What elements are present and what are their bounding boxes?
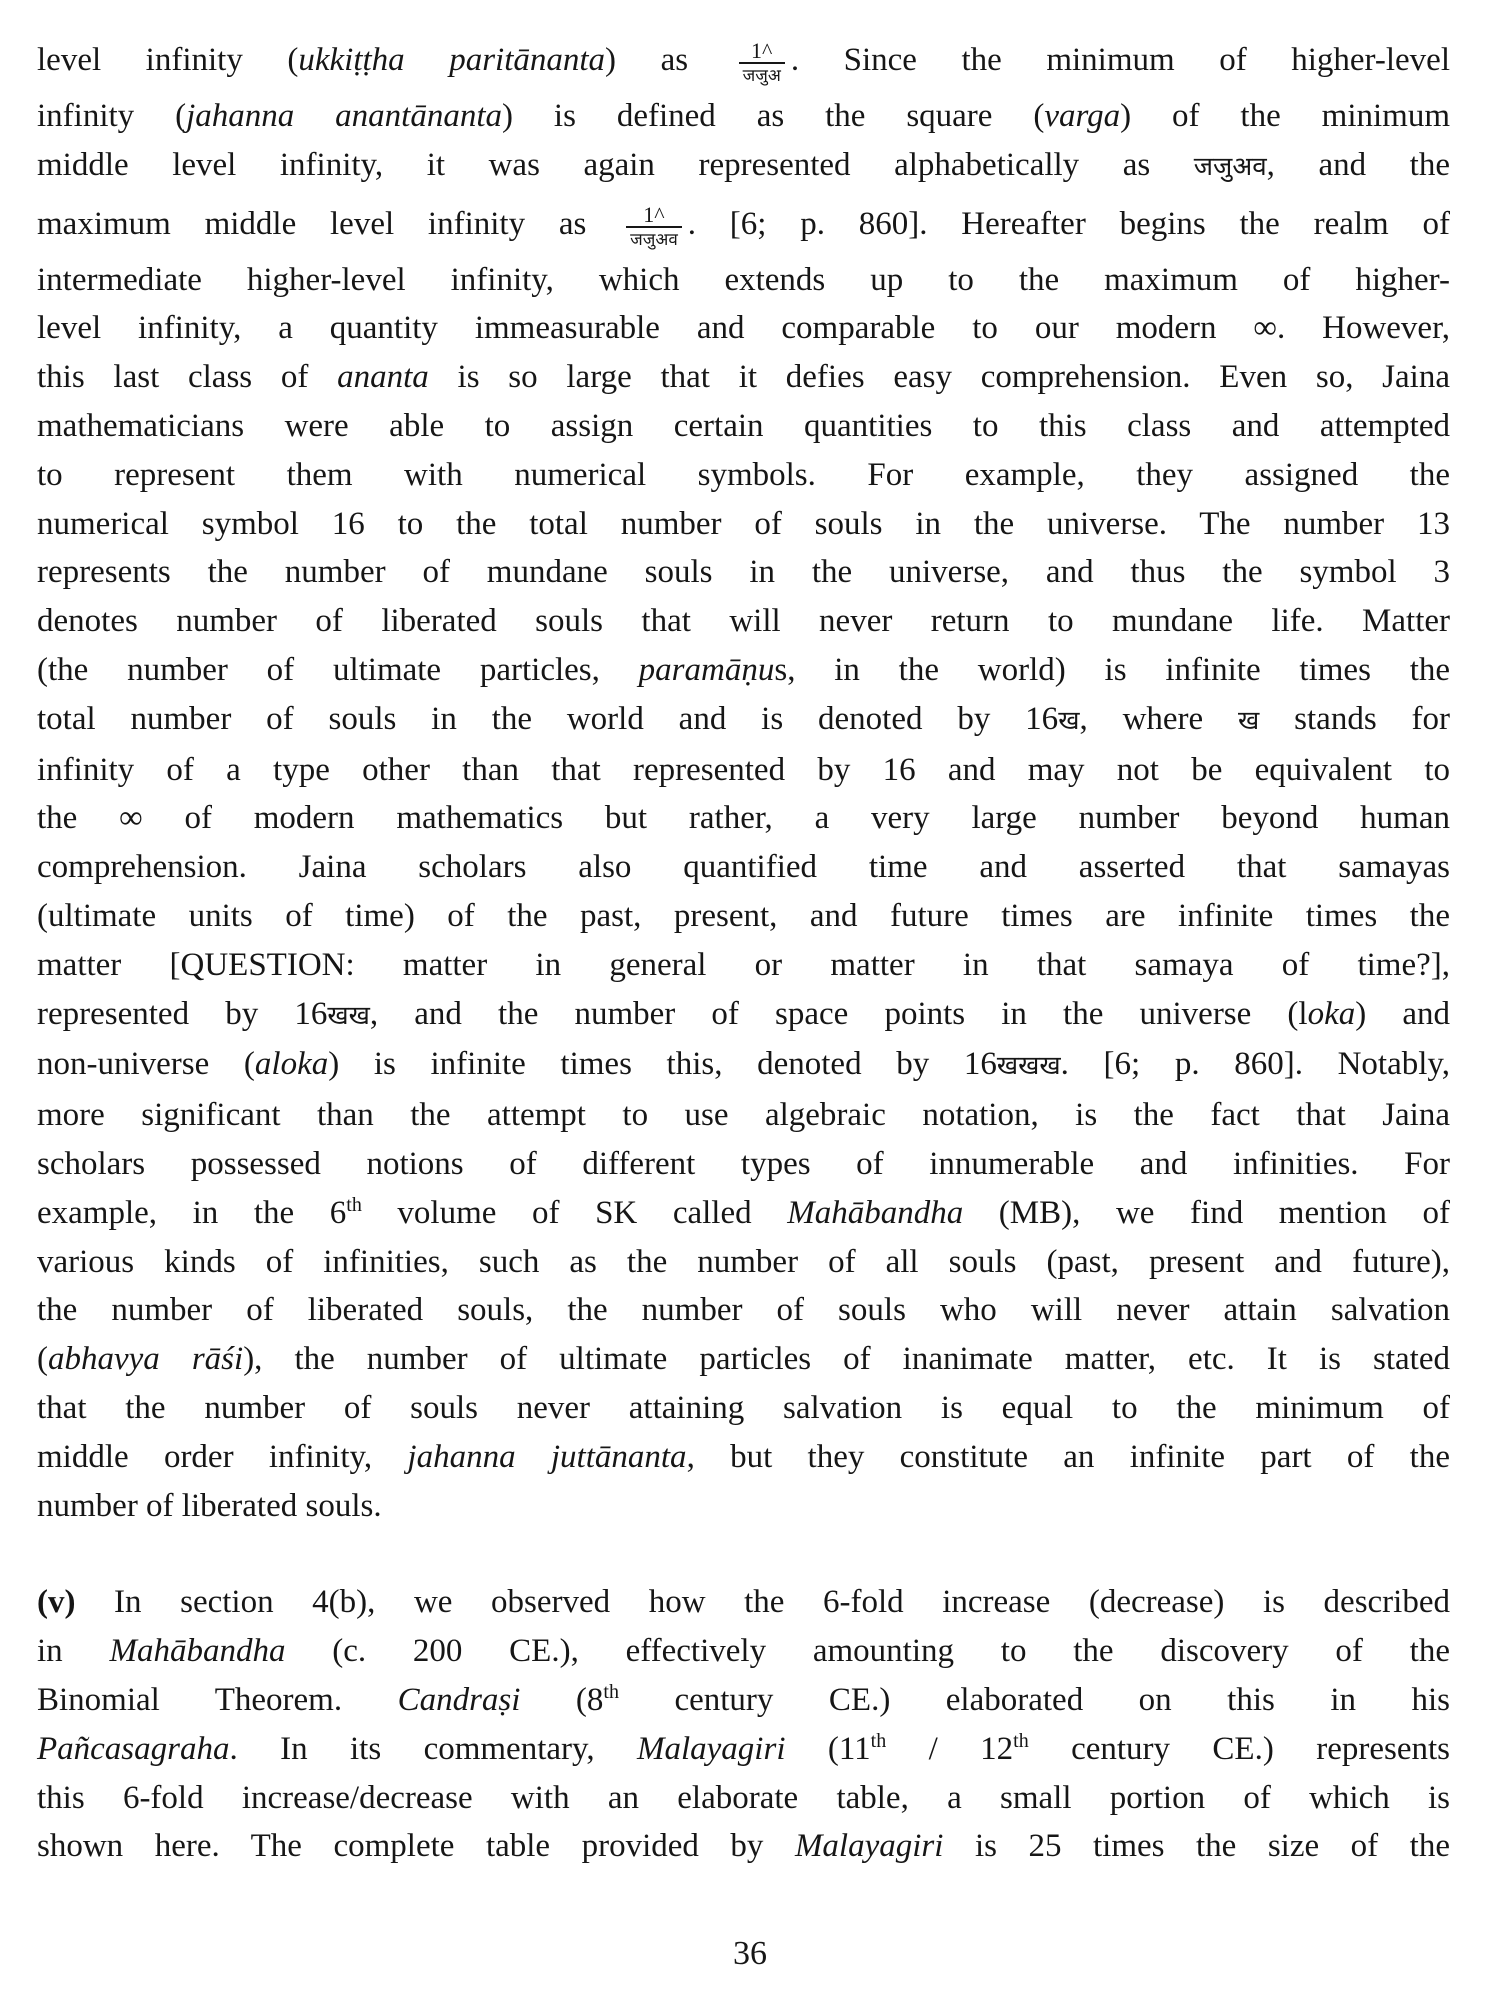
text-run: the number of liberated souls, the number of souls who will never attain salvation — [37, 1292, 1450, 1329]
italic-term: Malayagiri — [794, 1828, 944, 1865]
text-run: middle order infinity, — [37, 1438, 408, 1475]
text-line — [37, 1725, 1450, 1774]
fraction-denominator: जजुअव — [626, 226, 682, 249]
text-line — [37, 1238, 1450, 1287]
text-line — [37, 256, 1450, 305]
italic-term: Pañcasagraha — [37, 1730, 230, 1767]
paragraph-gap — [37, 1530, 1450, 1578]
text-line — [37, 1091, 1450, 1140]
text-line — [37, 597, 1450, 646]
text-line — [37, 843, 1450, 892]
text-run: maximum middle level infinity as — [37, 205, 621, 242]
italic-term: jahanna juttānanta — [407, 1438, 687, 1475]
text-run: ) of the minimum — [1120, 98, 1451, 134]
text-run: ) is infinite times this, denoted by 16 — [328, 1046, 997, 1083]
text-run: ) is defined as the square ( — [502, 98, 1045, 134]
text-line — [37, 1286, 1450, 1335]
text-line — [37, 794, 1450, 843]
text-run: . [6; p. 860]. Notably, — [1060, 1046, 1450, 1083]
text-line — [37, 1627, 1450, 1676]
text-line — [37, 1482, 1450, 1531]
text-run: matter [QUESTION: matter in general or matter in that samaya of time?], — [37, 946, 1450, 983]
fraction — [626, 201, 682, 250]
fraction-denominator: जजुअ — [739, 62, 785, 85]
text-run: . Since the minimum of higher-level — [790, 42, 1450, 78]
text-run: numerical symbol 16 to the total number of souls in the universe. The number 13 — [37, 505, 1450, 542]
text-run: (the number of ultimate particles, — [37, 651, 639, 688]
text-line — [37, 646, 1450, 695]
text-run: total number of souls in the world and is denoted by 16 — [37, 700, 1059, 737]
italic-term: ukkiṭṭha paritānanta — [298, 42, 606, 78]
text-run: infinity ( — [37, 98, 187, 134]
text-line — [37, 892, 1450, 941]
superscript: th — [870, 1729, 887, 1752]
text-line — [37, 1189, 1450, 1238]
italic-term: Candraṣi — [397, 1681, 521, 1718]
text-run: this last class of — [37, 359, 338, 396]
text-line — [37, 192, 1450, 256]
text-run: number of liberated souls. — [37, 1487, 382, 1524]
text-run: is 25 times the size of the — [943, 1828, 1450, 1865]
devanagari-symbol: ख — [1058, 705, 1080, 736]
devanagari-symbol: खखख — [996, 1051, 1061, 1082]
text-run: volume of SK called — [361, 1194, 788, 1231]
text-run: In section 4(b), we observed how the 6-fold increase (decrease) is described — [75, 1584, 1450, 1621]
text-line — [37, 1822, 1450, 1871]
fraction-numerator: 1^ — [751, 37, 773, 63]
text-run: , where — [1079, 700, 1239, 737]
text-run: stands for — [1259, 700, 1450, 737]
text-run: Binomial Theorem. — [37, 1681, 398, 1718]
text-run: scholars possessed notions of different types of innumerable and infinities. For — [37, 1145, 1450, 1182]
text-run: ) as — [605, 42, 733, 78]
superscript: th — [603, 1680, 619, 1703]
devanagari-symbol: खख — [327, 1000, 370, 1031]
italic-term: ananta — [337, 359, 429, 396]
text-line — [37, 304, 1450, 353]
text-run: infinity of a type other than that represented by 16 and may not be equivalent to — [37, 751, 1450, 788]
text-run: century CE.) represents — [1028, 1730, 1450, 1767]
text-run: ), the number of ultimate particles of inanimate matter, etc. It is stated — [243, 1341, 1450, 1378]
text-run: s, in the world) is infinite times the — [774, 651, 1451, 688]
italic-term: varga — [1044, 98, 1121, 134]
text-line — [37, 353, 1450, 402]
text-line — [37, 1774, 1450, 1823]
italic-term: aloka — [254, 1046, 329, 1083]
text-run: level infinity, a quantity immeasurable and comparable to our modern ∞. However, — [37, 310, 1450, 347]
devanagari-symbol: ख — [1238, 705, 1260, 736]
text-line — [37, 1578, 1450, 1627]
text-run: century CE.) elaborated on this in his — [618, 1681, 1450, 1718]
text-line — [37, 1676, 1450, 1725]
text-run: represented by 16 — [37, 995, 328, 1032]
text-run: (ultimate units of time) of the past, present, and future times are infinite times the — [37, 897, 1450, 934]
text-line — [37, 1040, 1450, 1091]
text-run: . [6; p. 860]. Hereafter begins the realm of — [687, 205, 1450, 242]
text-run: this 6-fold increase/decrease with an elaborate table, a small portion of which is — [37, 1779, 1450, 1816]
text-line — [37, 990, 1450, 1041]
text-line — [37, 500, 1450, 549]
italic-term: abhavya rāśi — [48, 1341, 244, 1378]
text-run: ( — [37, 1341, 48, 1378]
text-run: the ∞ of modern mathematics but rather, a very large number beyond human — [37, 800, 1450, 837]
text-run: (MB), we find mention of — [963, 1194, 1451, 1231]
italic-term: jahanna anantānanta — [186, 98, 502, 134]
text-run: comprehension. Jaina scholars also quantified time and asserted that samayas — [37, 849, 1450, 886]
text-run: example, in the 6 — [37, 1194, 347, 1231]
text-run: (c. 200 CE.), effectively amounting to the discovery of the — [285, 1633, 1450, 1670]
text-line — [37, 1384, 1450, 1433]
text-run: non-universe ( — [37, 1046, 255, 1083]
text-line — [37, 746, 1450, 795]
italic-term: Malayagiri — [637, 1730, 786, 1767]
text-run: more significant than the attempt to use algebraic notation, is the fact that Jaina — [37, 1097, 1450, 1134]
page-number: 36 — [733, 1935, 767, 1972]
text-run: that the number of souls never attaining salvation is equal to the minimum of — [37, 1389, 1450, 1426]
text-run: in — [37, 1633, 110, 1670]
text-run: (11 — [785, 1730, 871, 1767]
italic-term: Mahābandha — [787, 1194, 964, 1231]
italic-term: paramāṇu — [638, 651, 775, 688]
text-run: . In its commentary, — [229, 1730, 637, 1767]
text-line — [37, 92, 1450, 141]
text-run: denotes number of liberated souls that will never return to mundane life. Matter — [37, 603, 1450, 640]
body-text — [37, 28, 1450, 1871]
text-run: , but they constitute an infinite part of the — [686, 1438, 1450, 1475]
text-line — [37, 548, 1450, 597]
fraction-numerator: 1^ — [643, 201, 665, 227]
fraction — [739, 37, 785, 86]
text-line — [37, 1335, 1450, 1384]
text-line — [37, 695, 1450, 746]
text-line — [37, 141, 1450, 192]
text-run: mathematicians were able to assign certain quantities to this class and attempted — [37, 407, 1450, 444]
text-run: , and the number of space points in the universe (l — [369, 995, 1308, 1032]
text-run: intermediate higher-level infinity, which extends up to the maximum of higher- — [37, 261, 1450, 298]
text-run: (8 — [520, 1681, 604, 1718]
italic-term: oka — [1307, 995, 1356, 1032]
devanagari-symbol: जजुअव — [1193, 151, 1267, 182]
italic-term: Mahābandha — [109, 1633, 286, 1670]
text-line — [37, 402, 1450, 451]
text-run: to represent them with numerical symbols. For example, they assigned the — [37, 456, 1450, 493]
text-run: various kinds of infinities, such as the number of all souls (past, present and future), — [37, 1243, 1450, 1280]
text-run: shown here. The complete table provided by — [37, 1828, 795, 1865]
text-line — [37, 28, 1450, 92]
superscript: th — [346, 1193, 362, 1216]
text-run: / 12 — [886, 1730, 1014, 1767]
text-run: represents the number of mundane souls in the universe, and thus the symbol 3 — [37, 554, 1450, 591]
text-run: , and the — [1266, 146, 1450, 183]
text-line — [37, 451, 1450, 500]
text-run: is so large that it defies easy comprehension. Even so, Jaina — [428, 359, 1450, 396]
text-line — [37, 1433, 1450, 1482]
text-run: ) and — [1355, 995, 1451, 1032]
bold-label: (v) — [37, 1584, 76, 1621]
text-run: level infinity ( — [37, 42, 299, 78]
superscript: th — [1013, 1729, 1029, 1752]
text-run: middle level infinity, it was again represented alphabetically as — [37, 146, 1194, 183]
text-line — [37, 1140, 1450, 1189]
text-line — [37, 941, 1450, 990]
